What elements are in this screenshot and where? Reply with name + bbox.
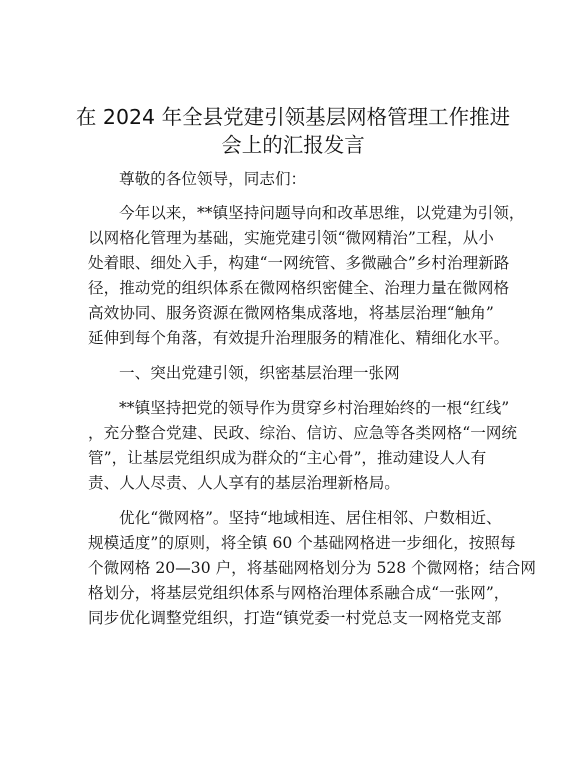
- paragraph-1-line-2: 以网格化管理为基础，实施党建引领“微网精治”工程，从小: [88, 229, 494, 247]
- paragraph-3-line-5: 同步优化调整党组织，打造“镇党委一村党总支一网格党支部: [88, 609, 502, 627]
- salutation: 尊敬的各位领导，同志们：: [119, 170, 307, 188]
- paragraph-3-line-4: 格划分，将基层党组织体系与网格治理体系融合成“一张网”，: [88, 584, 510, 602]
- paragraph-1-line-4: 径，推动党的组织体系在微网格织密健全、治理力量在微网格: [88, 279, 510, 297]
- paragraph-2-line-2: ，充分整合党建、民政、综治、信访、应急等各类网格“一网统: [88, 424, 518, 442]
- paragraph-1-line-3: 处着眼、细处入手，构建“一网统管、多微融合”乡村治理新路: [88, 254, 510, 272]
- paragraph-1-line-1: 今年以来，**镇坚持问题导向和改革思维，以党建为引领，: [119, 204, 525, 222]
- document-title-line-2: 会上的汇报发言: [221, 133, 365, 157]
- paragraph-3-line-1: 优化“微网格”。坚持“地域相连、居住相邻、户数相近、: [119, 509, 502, 527]
- paragraph-3-line-3: 个微网格 20—30 户，将基础网格划分为 528 个微网格；结合网: [88, 559, 536, 577]
- paragraph-3-line-2: 规模适度”的原则，将全镇 60 个基础网格进一步细化，按照每: [88, 534, 516, 552]
- paragraph-2-line-4: 责、人人尽责、人人享有的基层治理新格局。: [88, 474, 400, 492]
- paragraph-2-line-1: **镇坚持把党的领导作为贯穿乡村治理始终的一根“红线”: [119, 399, 510, 417]
- paragraph-1-line-6: 延伸到每个角落，有效提升治理服务的精准化、精细化水平。: [88, 329, 510, 347]
- document-title-line-1: 在 2024 年全县党建引领基层网格管理工作推进: [75, 105, 511, 129]
- section-heading-1: 一、突出党建引领，织密基层治理一张网: [119, 364, 400, 382]
- paragraph-2-line-3: 管”，让基层党组织成为群众的“主心骨”，推动建设人人有: [88, 449, 487, 467]
- paragraph-1-line-5: 高效协同、服务资源在微网格集成落地，将基层治理“触角”: [88, 304, 494, 322]
